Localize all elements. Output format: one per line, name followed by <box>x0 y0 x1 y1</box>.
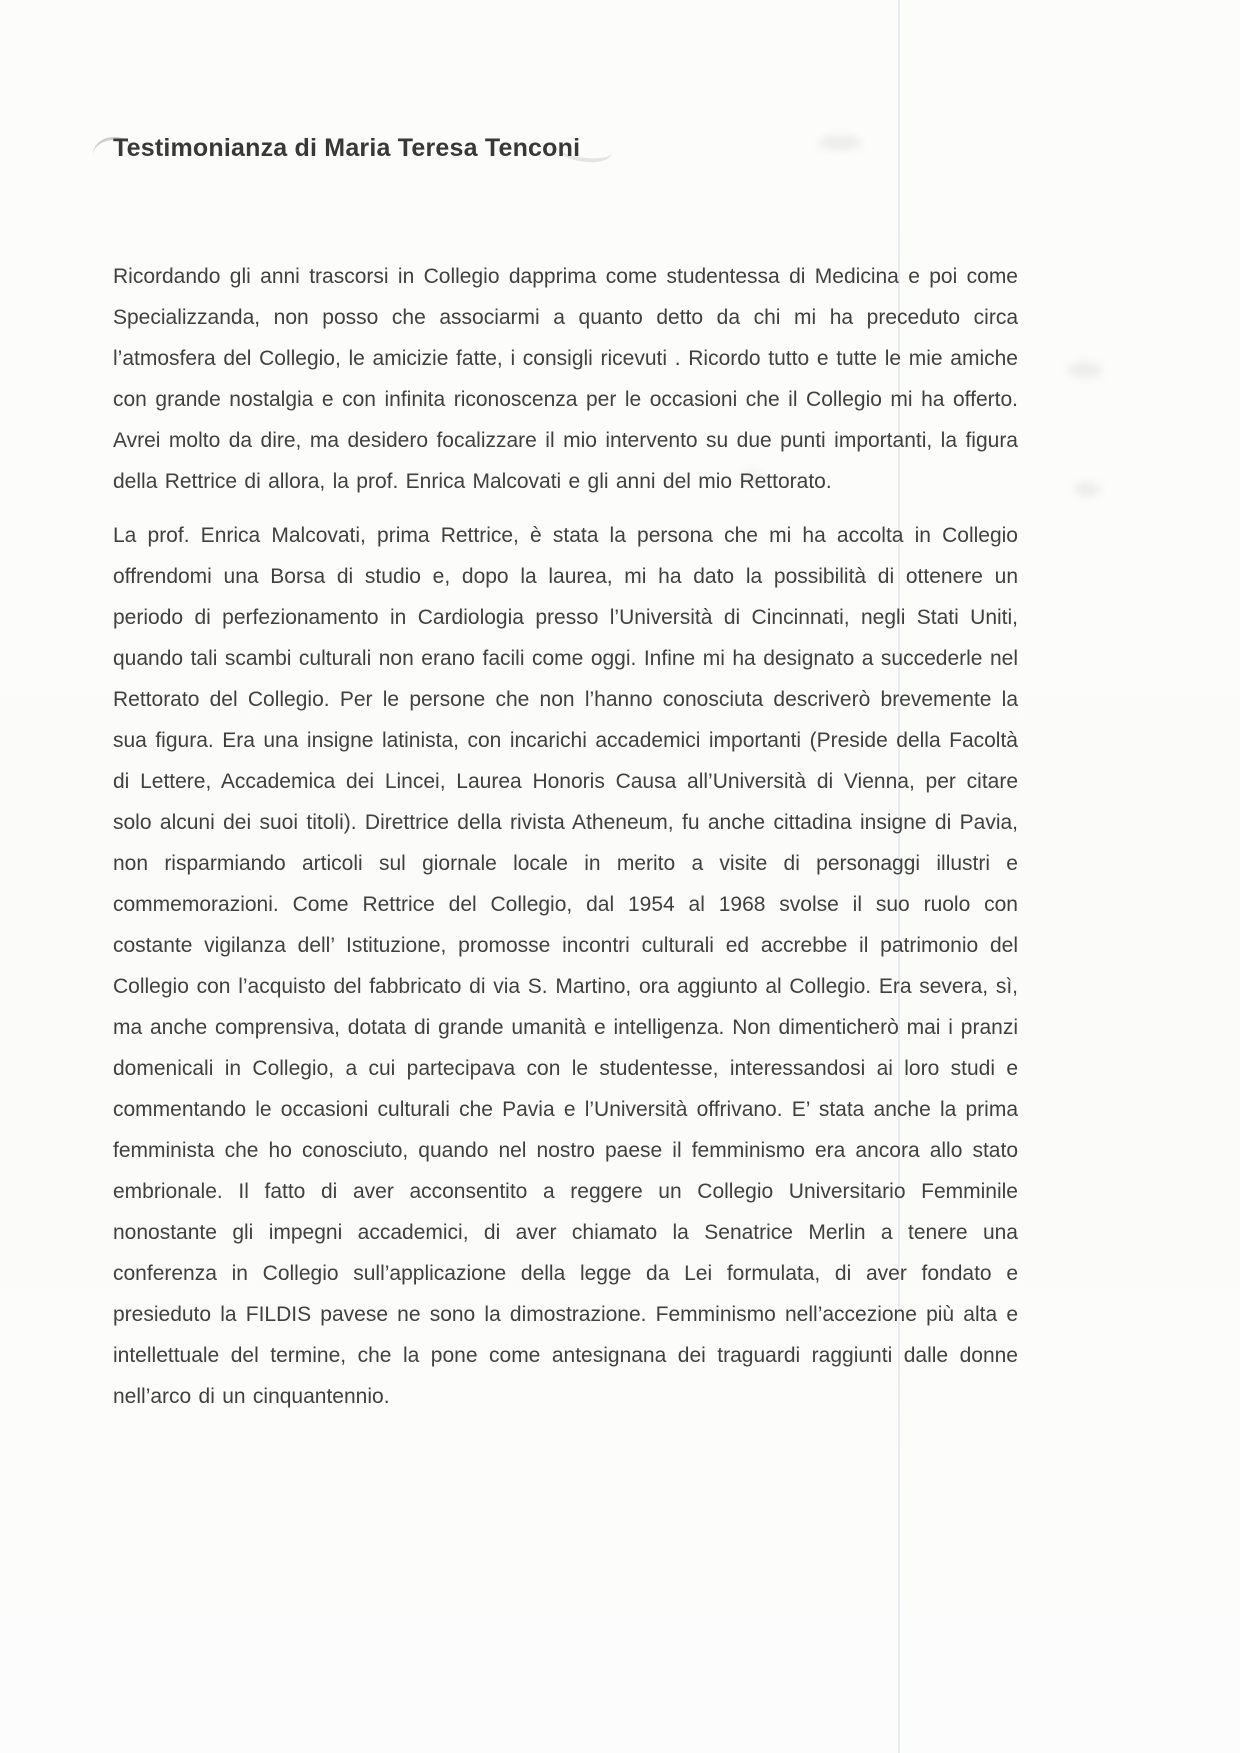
scan-smudge <box>818 136 862 150</box>
paragraph-intro: Ricordando gli anni trascorsi in Collegio dapprima come studentessa di Medicina e poi come Specializzanda, non posso che associarmi a quanto detto da chi mi ha preceduto circa l’atmosfera del Collegio, le amicizie fatte, i consigli ricevuti . Ricordo tutto e tutte le mie amiche con grande nostalgia e con infinita riconoscenza per le occasioni che il Collegio mi ha offerto. Avrei molto da dire, ma desidero focalizzare il mio intervento su due punti importanti, la figura della Rettrice di allora, la prof. Enrica Malcovati e gli anni del mio Rettorato. <box>113 265 1018 493</box>
document-title: Testimonianza di Maria Teresa Tenconi <box>113 134 581 162</box>
document-body <box>113 256 1018 1430</box>
scan-smudge <box>1074 482 1100 496</box>
paragraph-malcovati: La prof. Enrica Malcovati, prima Rettrice, è stata la persona che mi ha accolta in Collegio offrendomi una Borsa di studio e, dopo la laurea, mi ha dato la possibilità di ottenere un periodo di perfezionamento in Cardiologia presso l’Università di Cincinnati, negli Stati Uniti, quando tali scambi culturali non erano facili come oggi. Infine mi ha designato a succederle nel Rettorato del Collegio. Per le persone che non l’hanno conosciuta descriverò brevemente la sua figura. Era una insigne latinista, con incarichi accademici importanti (Preside della Facoltà di Lettere, Accademica dei Lincei, Laurea Honoris Causa all’Università di Vienna, per citare solo alcuni dei suoi titoli). Direttrice della rivista Atheneum, fu anche cittadina insigne di Pavia, non risparmiando articoli sul giornale locale in merito a visite di personaggi illustri e commemorazioni. Come Rettrice del Collegio, dal 1954 al 1968 svolse il suo ruolo con costante vigilanza dell’ Istituzione, promosse incontri culturali ed accrebbe il patrimonio del Collegio con l’acquisto del fabbricato di via S. Martino, ora aggiunto al Collegio. Era severa, sì, ma anche comprensiva, dotata di grande umanità e intelligenza. Non dimenticherò mai i pranzi domenicali in Collegio, a cui partecipava con le studentesse, interessandosi ai loro studi e commentando le occasioni culturali che Pavia e l’Università offrivano. E’ stata anche la prima femminista che ho conosciuto, quando nel nostro paese il femminismo era ancora allo stato embrionale. Il fatto di aver acconsentito a reggere un Collegio Universitario Femminile nonostante gli impegni accademici, di aver chiamato la Senatrice Merlin a tenere una conferenza in Collegio sull’applicazione della legge da Lei formulata, di aver fondato e presieduto la FILDIS pavese ne sono la dimostrazione. Femminismo nell’accezione più alta e intellettuale del termine, che la pone come antesignana dei traguardi raggiunti dalle donne nell’arco di un cinquantennio. <box>113 524 1018 1408</box>
scan-smudge <box>1068 362 1102 378</box>
